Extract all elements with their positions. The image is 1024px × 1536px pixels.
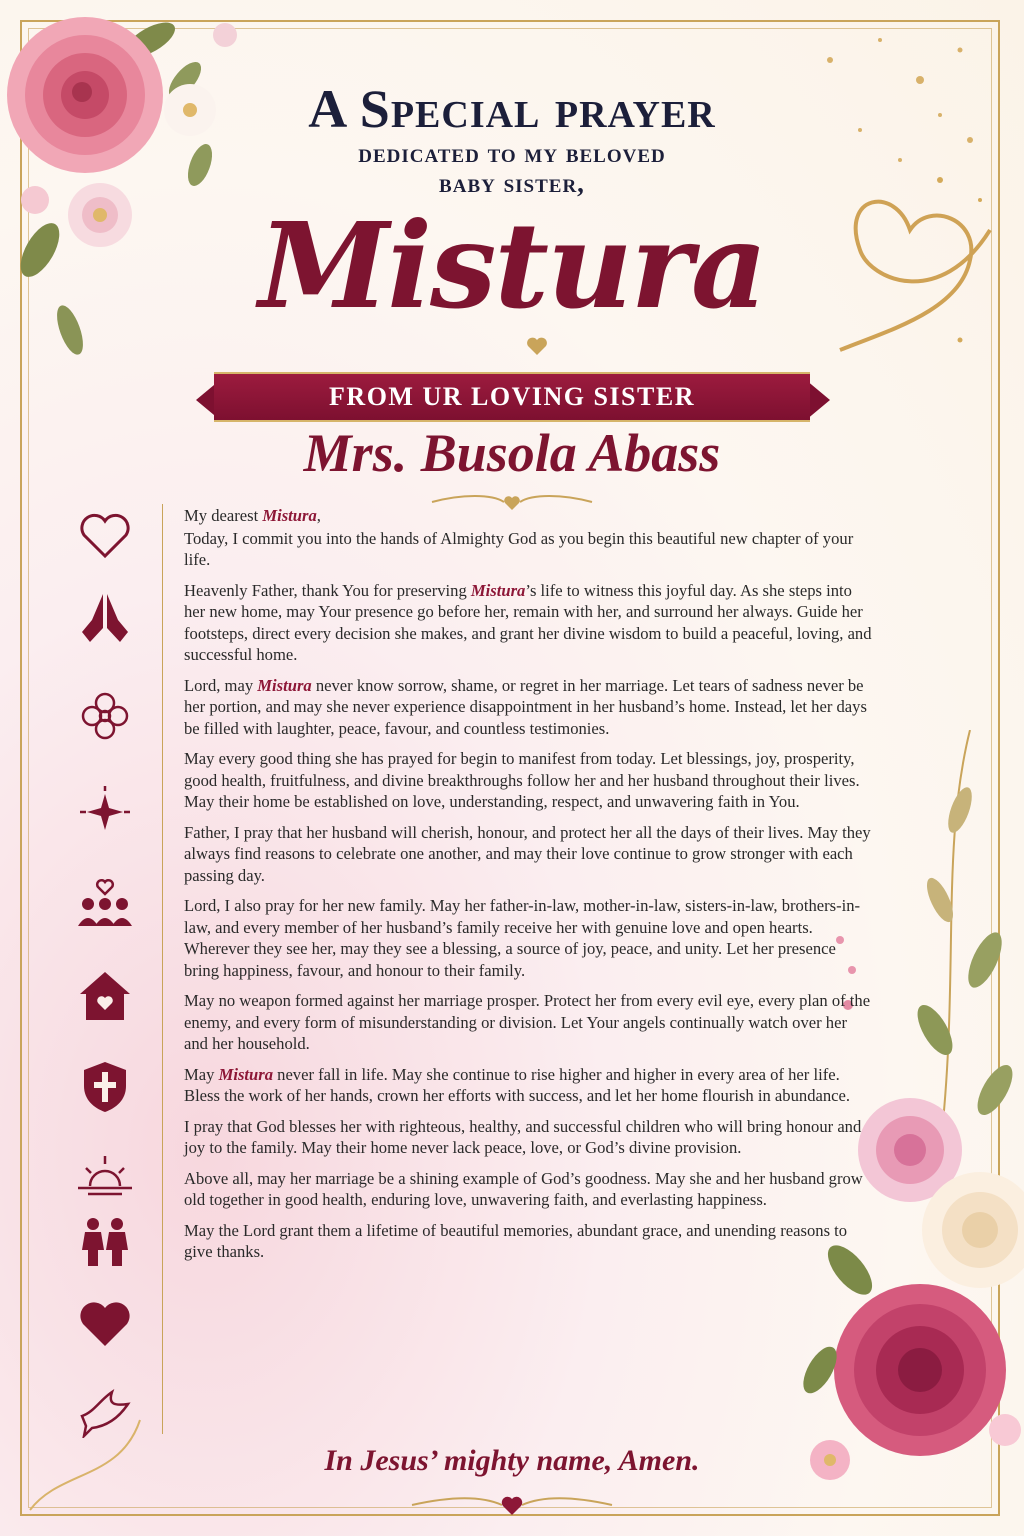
sunrise-icon	[74, 1146, 136, 1202]
prayer-paragraph: I pray that God blesses her with righteous, healthy, and successful children who will bring honour and joy to the family. May their home never lack peace, love, or God’s divine provision.	[184, 1116, 862, 1157]
header-subtitle-line2: baby sister,	[439, 168, 585, 198]
prayer-paragraph: Father, I pray that her husband will cherish, honour, and protect her all the days of their lives. May they always find reasons to celebrate one another, and may their love continue to grow stronger with each passing day.	[184, 822, 871, 885]
couple-icon	[74, 1212, 136, 1268]
sender-name: Mrs. Busola Abass	[303, 423, 721, 483]
bottom-heart-ornament	[402, 1492, 622, 1518]
family-heart-icon	[74, 874, 136, 930]
prayer-paragraph: Above all, may her marriage be a shining example of God’s goodness. May she and her husband grow old together in good health, enduring love, unwavering faith, and everlasting happiness.	[184, 1168, 863, 1209]
name-highlight: Mistura	[262, 506, 317, 525]
sparkle-icon	[74, 784, 136, 840]
header-subtitle-line1: dedicated to my beloved	[358, 138, 666, 168]
prayer-paragraph: Heavenly Father, thank You for preserving Mistura’s life to witness this joyful day. As she steps into her new home, may Your presence go before her, remain with her, and surround her always. Guide her footsteps, direct every decision she makes, and grant her divine wisdom to build a peaceful, loving, and successful home.	[184, 580, 872, 664]
shield-cross-icon	[74, 1058, 136, 1114]
praying-hands-icon	[74, 590, 136, 646]
small-gold-heart-icon	[526, 336, 548, 356]
closing-line: In Jesus’ mighty name, Amen.	[324, 1444, 700, 1477]
name-highlight: Mistura	[218, 1064, 273, 1084]
prayer-paragraph: Lord, may Mistura never know sorrow, shame, or regret in her marriage. Let tears of sadness never be her portion, and may she never experience disappointment in her husband’s home. Instead, let her days be filled with laughter, peace, favour, and countless testimonies.	[184, 675, 867, 738]
name-highlight: Mistura	[257, 675, 312, 695]
house-heart-icon	[74, 968, 136, 1024]
prayer-body	[184, 505, 874, 1272]
prayer-paragraph: May no weapon formed against her marriage prosper. Protect her from every evil eye, every plan of the enemy, and every form of misunderstanding or division. Let Your angels continually watch over her and her household.	[184, 991, 871, 1053]
recipient-name: Mistura	[258, 196, 766, 335]
prayer-paragraph: May Mistura never fall in life. May she continue to rise higher and higher in every area of her life. Bless the work of her hands, crown her efforts with success, and let her home flourish in abundance.	[184, 1064, 851, 1105]
body-divider-line	[162, 504, 163, 1434]
dove-icon	[74, 1382, 136, 1438]
header-title: A Special prayer	[308, 79, 716, 139]
prayer-paragraph: May the Lord grant them a lifetime of beautiful memories, abundant grace, and unending reasons to give thanks.	[184, 1220, 848, 1261]
heart-outline-icon	[74, 508, 136, 564]
name-highlight: Mistura	[470, 580, 526, 600]
heart-solid-icon	[74, 1296, 136, 1352]
from-ribbon: FROM UR LOVING SISTER	[214, 372, 810, 422]
prayer-paragraph: Lord, I also pray for her new family. May her father-in-law, mother-in-law, sisters-in-law, brothers-in-law, and every member of her husband’s family receive her with genuine love and open hearts. Wherever they see her, may they see a blessing, a source of joy, peace, and unity. Let her presence bring happiness, favour, and honour to their family.	[184, 896, 861, 980]
prayer-paragraph: May every good thing she has prayed for begin to manifest from today. Let blessings, joy, prosperity, good health, fruitfulness, and divine breakthroughs follow her and her husband throughout their lives. May their home be established on love, understanding, respect, and unwavering faith in You.	[184, 749, 860, 811]
flower-icon	[74, 688, 136, 744]
prayer-greeting: My dearest Mistura,	[184, 506, 321, 525]
prayer-paragraph: Today, I commit you into the hands of Almighty God as you begin this beautiful new chapter of your life.	[184, 528, 854, 569]
